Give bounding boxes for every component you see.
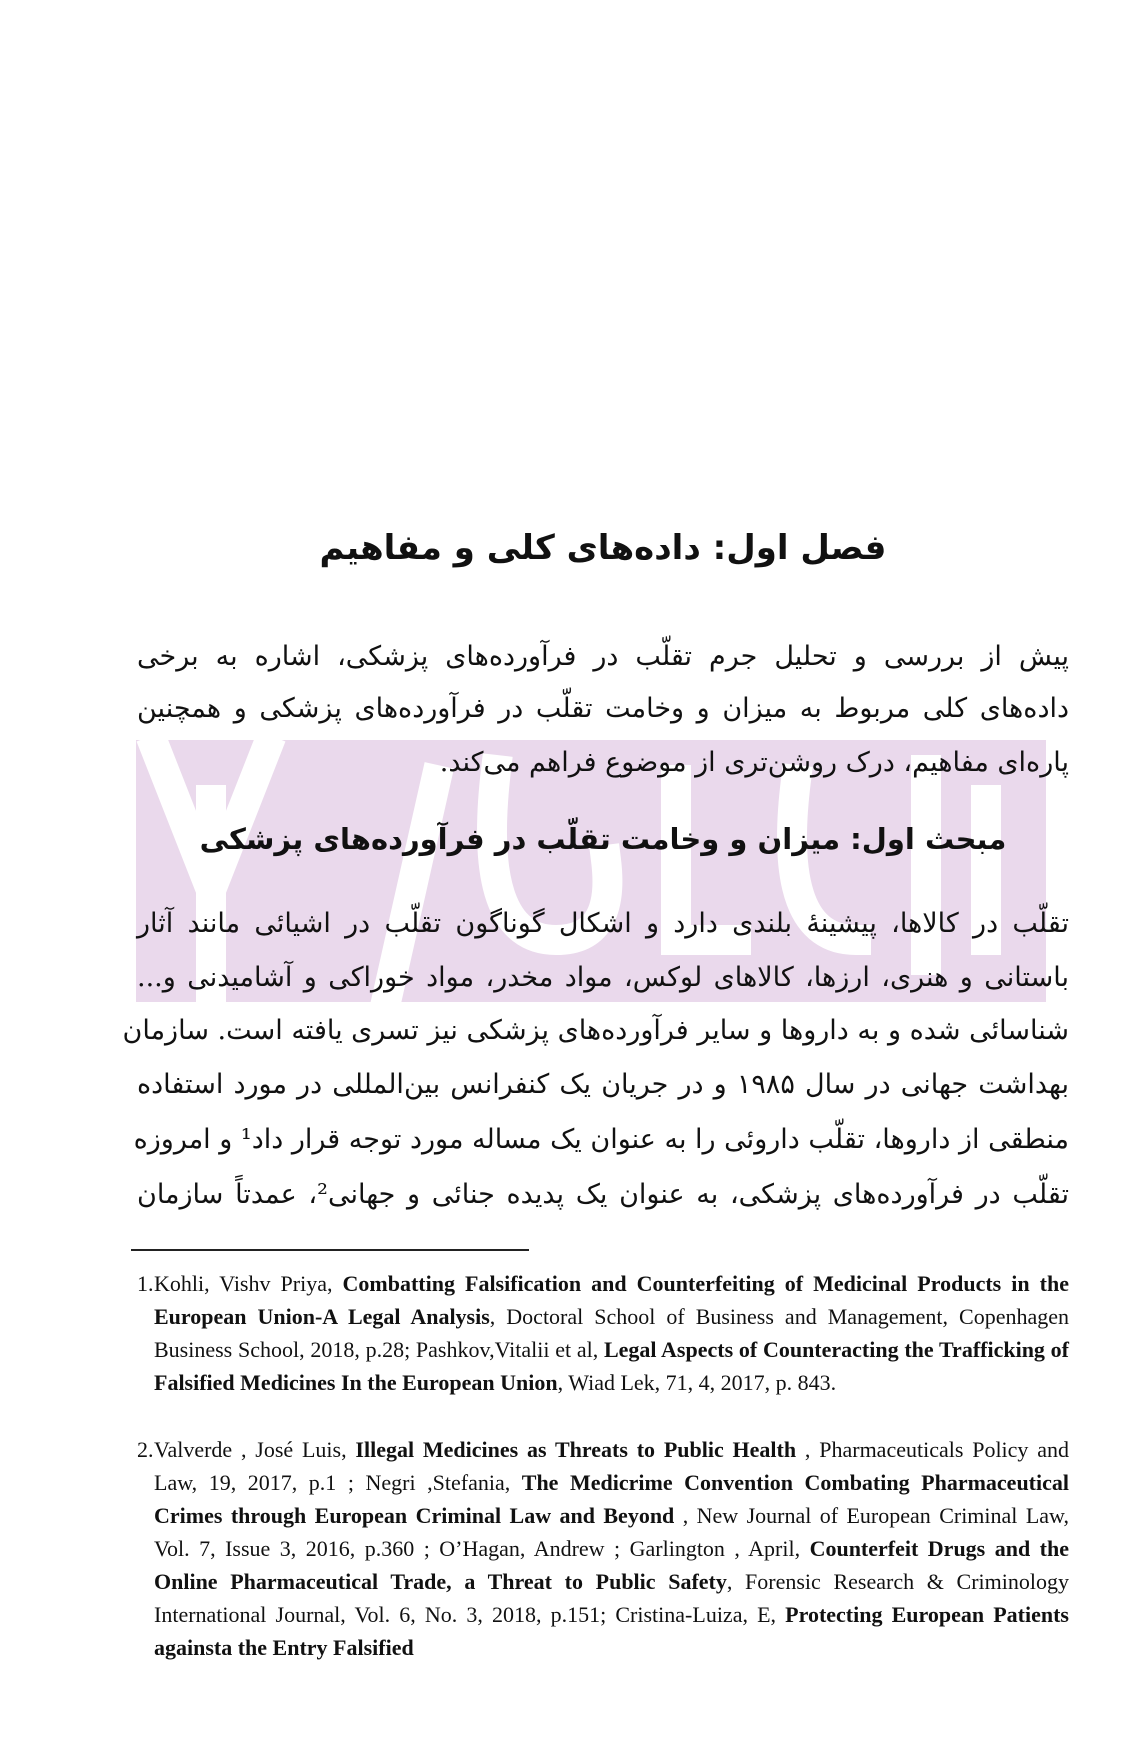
intro-line: پیش از بررسی و تحلیل جرم تقلّب در فرآورده‌های پزشکی، اشاره به برخی bbox=[137, 641, 1069, 672]
footnote-title: Illegal Medicines as Threats to Public Health bbox=[355, 1437, 797, 1462]
chapter-title: فصل اول: داده‌های کلی و مفاهیم bbox=[319, 528, 887, 568]
body-line: باستانی و هنری، ارزها، کالاهای لوکس، مواد مخدر، مواد خوراکی و آشامیدنی و... bbox=[137, 962, 1069, 993]
footnote-title: Legal Aspects of Counteracting the Trafficking of Falsified Medicines In the European Union bbox=[154, 1337, 1069, 1395]
footnote-citation: , Forensic Research & Criminology International Journal, Vol. 6, No. 3, 2018, p.151; Cristina-Luiza, E, bbox=[154, 1569, 1070, 1627]
footnote-title: Protecting European Patients againsta the Entry Falsified bbox=[154, 1602, 1069, 1660]
footnote-number: 2. bbox=[137, 1437, 154, 1462]
footnote-2 bbox=[137, 1433, 1069, 1664]
body-line: تقلّب در کالاها، پیشینهٔ بلندی دارد و اشکال گوناگون تقلّب در اشیائی مانند آثار bbox=[137, 908, 1069, 939]
intro-line: داده‌های کلی مربوط به میزان و وخامت تقلّب در فرآورده‌های پزشکی و همچنین bbox=[137, 693, 1069, 724]
body-line: بهداشت جهانی در سال ۱۹۸۵ و در جریان یک کنفرانس بین‌المللی در مورد استفاده bbox=[137, 1069, 1069, 1100]
footnote-title: Counterfeit Drugs and the Online Pharmaceutical Trade, a Threat to Public Safety bbox=[154, 1536, 1069, 1594]
footnote-citation: , Doctoral School of Business and Management, Copenhagen Business School, 2018, p.28; Pashkov,Vitalii et al, bbox=[154, 1304, 1070, 1362]
footnote-title: Combatting Falsification and Counterfeiting of Medicinal Products in the European Union-A Legal Analysis bbox=[154, 1271, 1069, 1329]
body-line: تقلّب در فرآورده‌های پزشکی، به عنوان یک پدیده جنائی و جهانی²، عمدتاً سازمان bbox=[137, 1179, 1069, 1210]
footnote-separator bbox=[131, 1249, 529, 1251]
body-line: منطقی از داروها، تقلّب داروئی را به عنوان یک مساله مورد توجه قرار داد¹ و امروزه bbox=[133, 1124, 1069, 1155]
intro-line: پاره‌ای مفاهیم، درک روشن‌تری از موضوع فراهم می‌کند. bbox=[439, 747, 1069, 778]
body-line: شناسائی شده و به داروها و سایر فرآورده‌های پزشکی نیز تسری یافته است. سازمان bbox=[122, 1015, 1069, 1046]
footnote-text bbox=[154, 1267, 1069, 1399]
footnote-citation: , Wiad Lek, 71, 4, 2017, p. 843. bbox=[557, 1370, 837, 1395]
footnote-citation: , New Journal of European Criminal Law, Vol. 7, Issue 3, 2016, p.360 ; O’Hagan, Andrew ; Garlington , April, bbox=[154, 1503, 1069, 1561]
footnote-1 bbox=[137, 1267, 1069, 1399]
footnote-citation: , Pharmaceuticals Policy and Law, 19, 2017, p.1 ; Negri ,Stefania, bbox=[154, 1437, 1070, 1495]
footnote-number: 1. bbox=[137, 1271, 154, 1296]
footnote-citation: Valverde , José Luis, bbox=[154, 1437, 356, 1462]
footnote-text bbox=[154, 1433, 1069, 1664]
footnote-citation: Kohli, Vishv Priya, bbox=[154, 1271, 343, 1296]
section-title: مبحث اول: میزان و وخامت تقلّب در فرآورده‌های پزشکی bbox=[199, 822, 1007, 856]
footnote-title: The Medicrime Convention Combating Pharmaceutical Crimes through European Criminal Law and Beyond bbox=[154, 1470, 1069, 1528]
